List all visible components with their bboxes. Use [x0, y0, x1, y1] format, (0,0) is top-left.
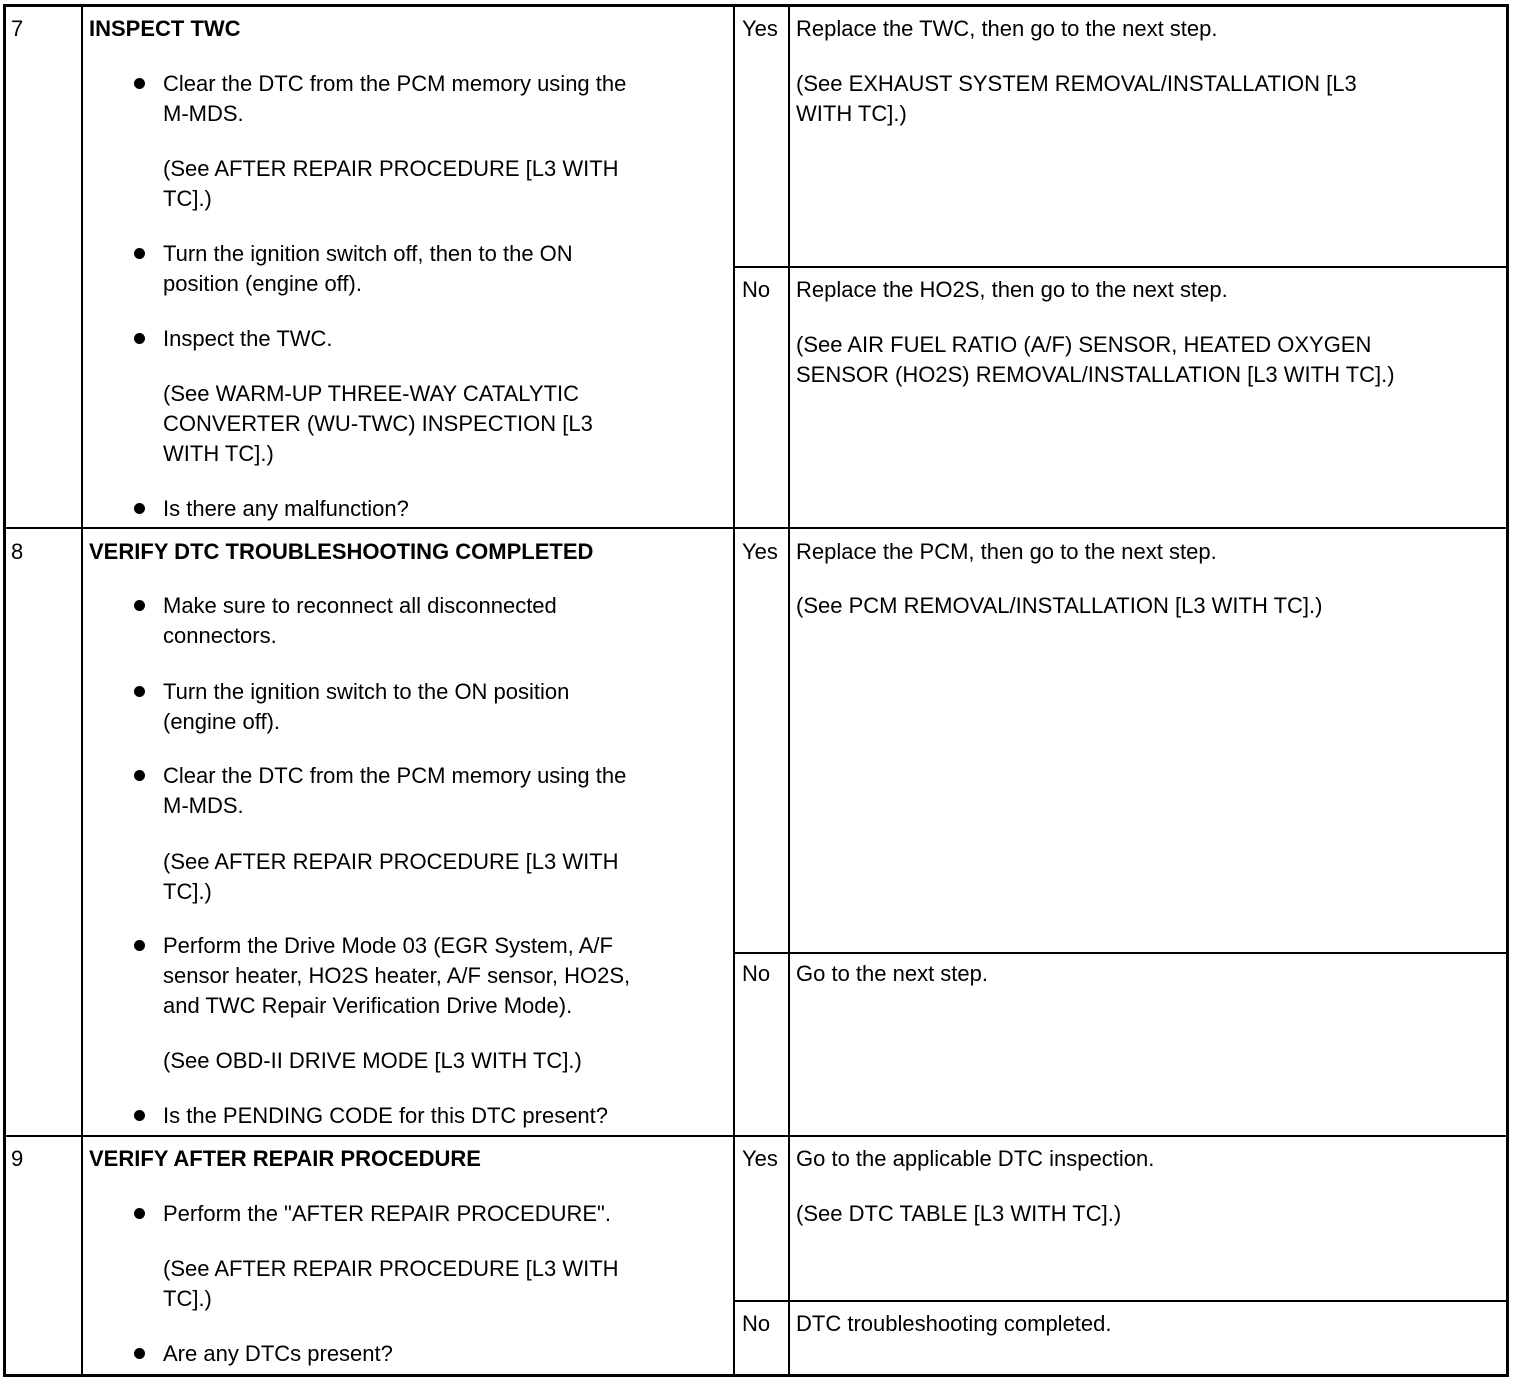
- step-question: Is there any malfunction?: [163, 496, 409, 521]
- column-divider: [788, 5, 790, 1375]
- step-text: Clear the DTC from the PCM memory using the: [163, 71, 627, 96]
- bullet-icon: [134, 770, 145, 781]
- step-text: and TWC Repair Verification Drive Mode).: [163, 993, 573, 1018]
- step-reference: (See AFTER REPAIR PROCEDURE [L3 WITH: [163, 1256, 619, 1281]
- step-text: sensor heater, HO2S heater, A/F sensor, HO2S,: [163, 963, 631, 988]
- yes-action: Replace the PCM, then go to the next step.: [796, 539, 1217, 564]
- yes-no-divider: [735, 1300, 1508, 1302]
- step-text: Inspect the TWC.: [163, 326, 333, 351]
- no-reference: SENSOR (HO2S) REMOVAL/INSTALLATION [L3 WITH TC].): [796, 362, 1395, 387]
- step-text: Perform the Drive Mode 03 (EGR System, A/F: [163, 933, 613, 958]
- yes-reference: (See DTC TABLE [L3 WITH TC].): [796, 1201, 1122, 1226]
- step-text: (engine off).: [163, 709, 281, 734]
- step-number: 8: [11, 539, 24, 564]
- step-text: position (engine off).: [163, 271, 362, 296]
- yes-reference: (See PCM REMOVAL/INSTALLATION [L3 WITH TC].): [796, 593, 1323, 618]
- yes-label: Yes: [742, 539, 778, 564]
- step-reference: (See OBD-II DRIVE MODE [L3 WITH TC].): [163, 1048, 582, 1073]
- step-reference: TC].): [163, 186, 212, 211]
- step-text: Turn the ignition switch to the ON position: [163, 679, 570, 704]
- bullet-icon: [134, 686, 145, 697]
- no-label: No: [742, 961, 771, 986]
- bullet-icon: [134, 1110, 145, 1121]
- bullet-icon: [134, 940, 145, 951]
- step-title: VERIFY DTC TROUBLESHOOTING COMPLETED: [89, 539, 594, 564]
- step-question: Are any DTCs present?: [163, 1341, 393, 1366]
- step-text: Make sure to reconnect all disconnected: [163, 593, 557, 618]
- step-question: Is the PENDING CODE for this DTC present?: [163, 1103, 609, 1128]
- step-reference: WITH TC].): [163, 441, 274, 466]
- step-text: Perform the "AFTER REPAIR PROCEDURE".: [163, 1201, 611, 1226]
- no-reference: (See AIR FUEL RATIO (A/F) SENSOR, HEATED OXYGEN: [796, 332, 1372, 357]
- step-reference: TC].): [163, 1286, 212, 1311]
- bullet-icon: [134, 503, 145, 514]
- step-text: Clear the DTC from the PCM memory using the: [163, 763, 627, 788]
- yes-action: Go to the applicable DTC inspection.: [796, 1146, 1155, 1171]
- bullet-icon: [134, 248, 145, 259]
- yes-no-divider: [735, 952, 1508, 954]
- bullet-icon: [134, 1348, 145, 1359]
- no-label: No: [742, 277, 771, 302]
- step-text: M-MDS.: [163, 793, 244, 818]
- row-divider: [4, 1135, 1508, 1137]
- yes-label: Yes: [742, 16, 778, 41]
- step-title: INSPECT TWC: [89, 16, 241, 41]
- step-reference: (See AFTER REPAIR PROCEDURE [L3 WITH: [163, 849, 619, 874]
- column-divider: [733, 5, 735, 1375]
- step-reference: TC].): [163, 879, 212, 904]
- yes-label: Yes: [742, 1146, 778, 1171]
- bullet-icon: [134, 1208, 145, 1219]
- bullet-icon: [134, 333, 145, 344]
- no-action: Go to the next step.: [796, 961, 989, 986]
- step-text: M-MDS.: [163, 101, 244, 126]
- step-reference: (See AFTER REPAIR PROCEDURE [L3 WITH: [163, 156, 619, 181]
- column-divider: [81, 5, 83, 1375]
- no-action: DTC troubleshooting completed.: [796, 1311, 1112, 1336]
- step-reference: (See WARM-UP THREE-WAY CATALYTIC: [163, 381, 580, 406]
- step-title: VERIFY AFTER REPAIR PROCEDURE: [89, 1146, 481, 1171]
- step-number: 9: [11, 1146, 24, 1171]
- bullet-icon: [134, 600, 145, 611]
- yes-reference: (See EXHAUST SYSTEM REMOVAL/INSTALLATION [L3: [796, 71, 1357, 96]
- step-text: connectors.: [163, 623, 277, 648]
- step-text: Turn the ignition switch off, then to the ON: [163, 241, 573, 266]
- step-reference: CONVERTER (WU-TWC) INSPECTION [L3: [163, 411, 593, 436]
- yes-action: Replace the TWC, then go to the next step.: [796, 16, 1218, 41]
- no-action: Replace the HO2S, then go to the next step.: [796, 277, 1228, 302]
- no-label: No: [742, 1311, 771, 1336]
- yes-no-divider: [735, 266, 1508, 268]
- yes-reference: WITH TC].): [796, 101, 907, 126]
- bullet-icon: [134, 78, 145, 89]
- row-divider: [4, 527, 1508, 529]
- step-number: 7: [11, 16, 24, 41]
